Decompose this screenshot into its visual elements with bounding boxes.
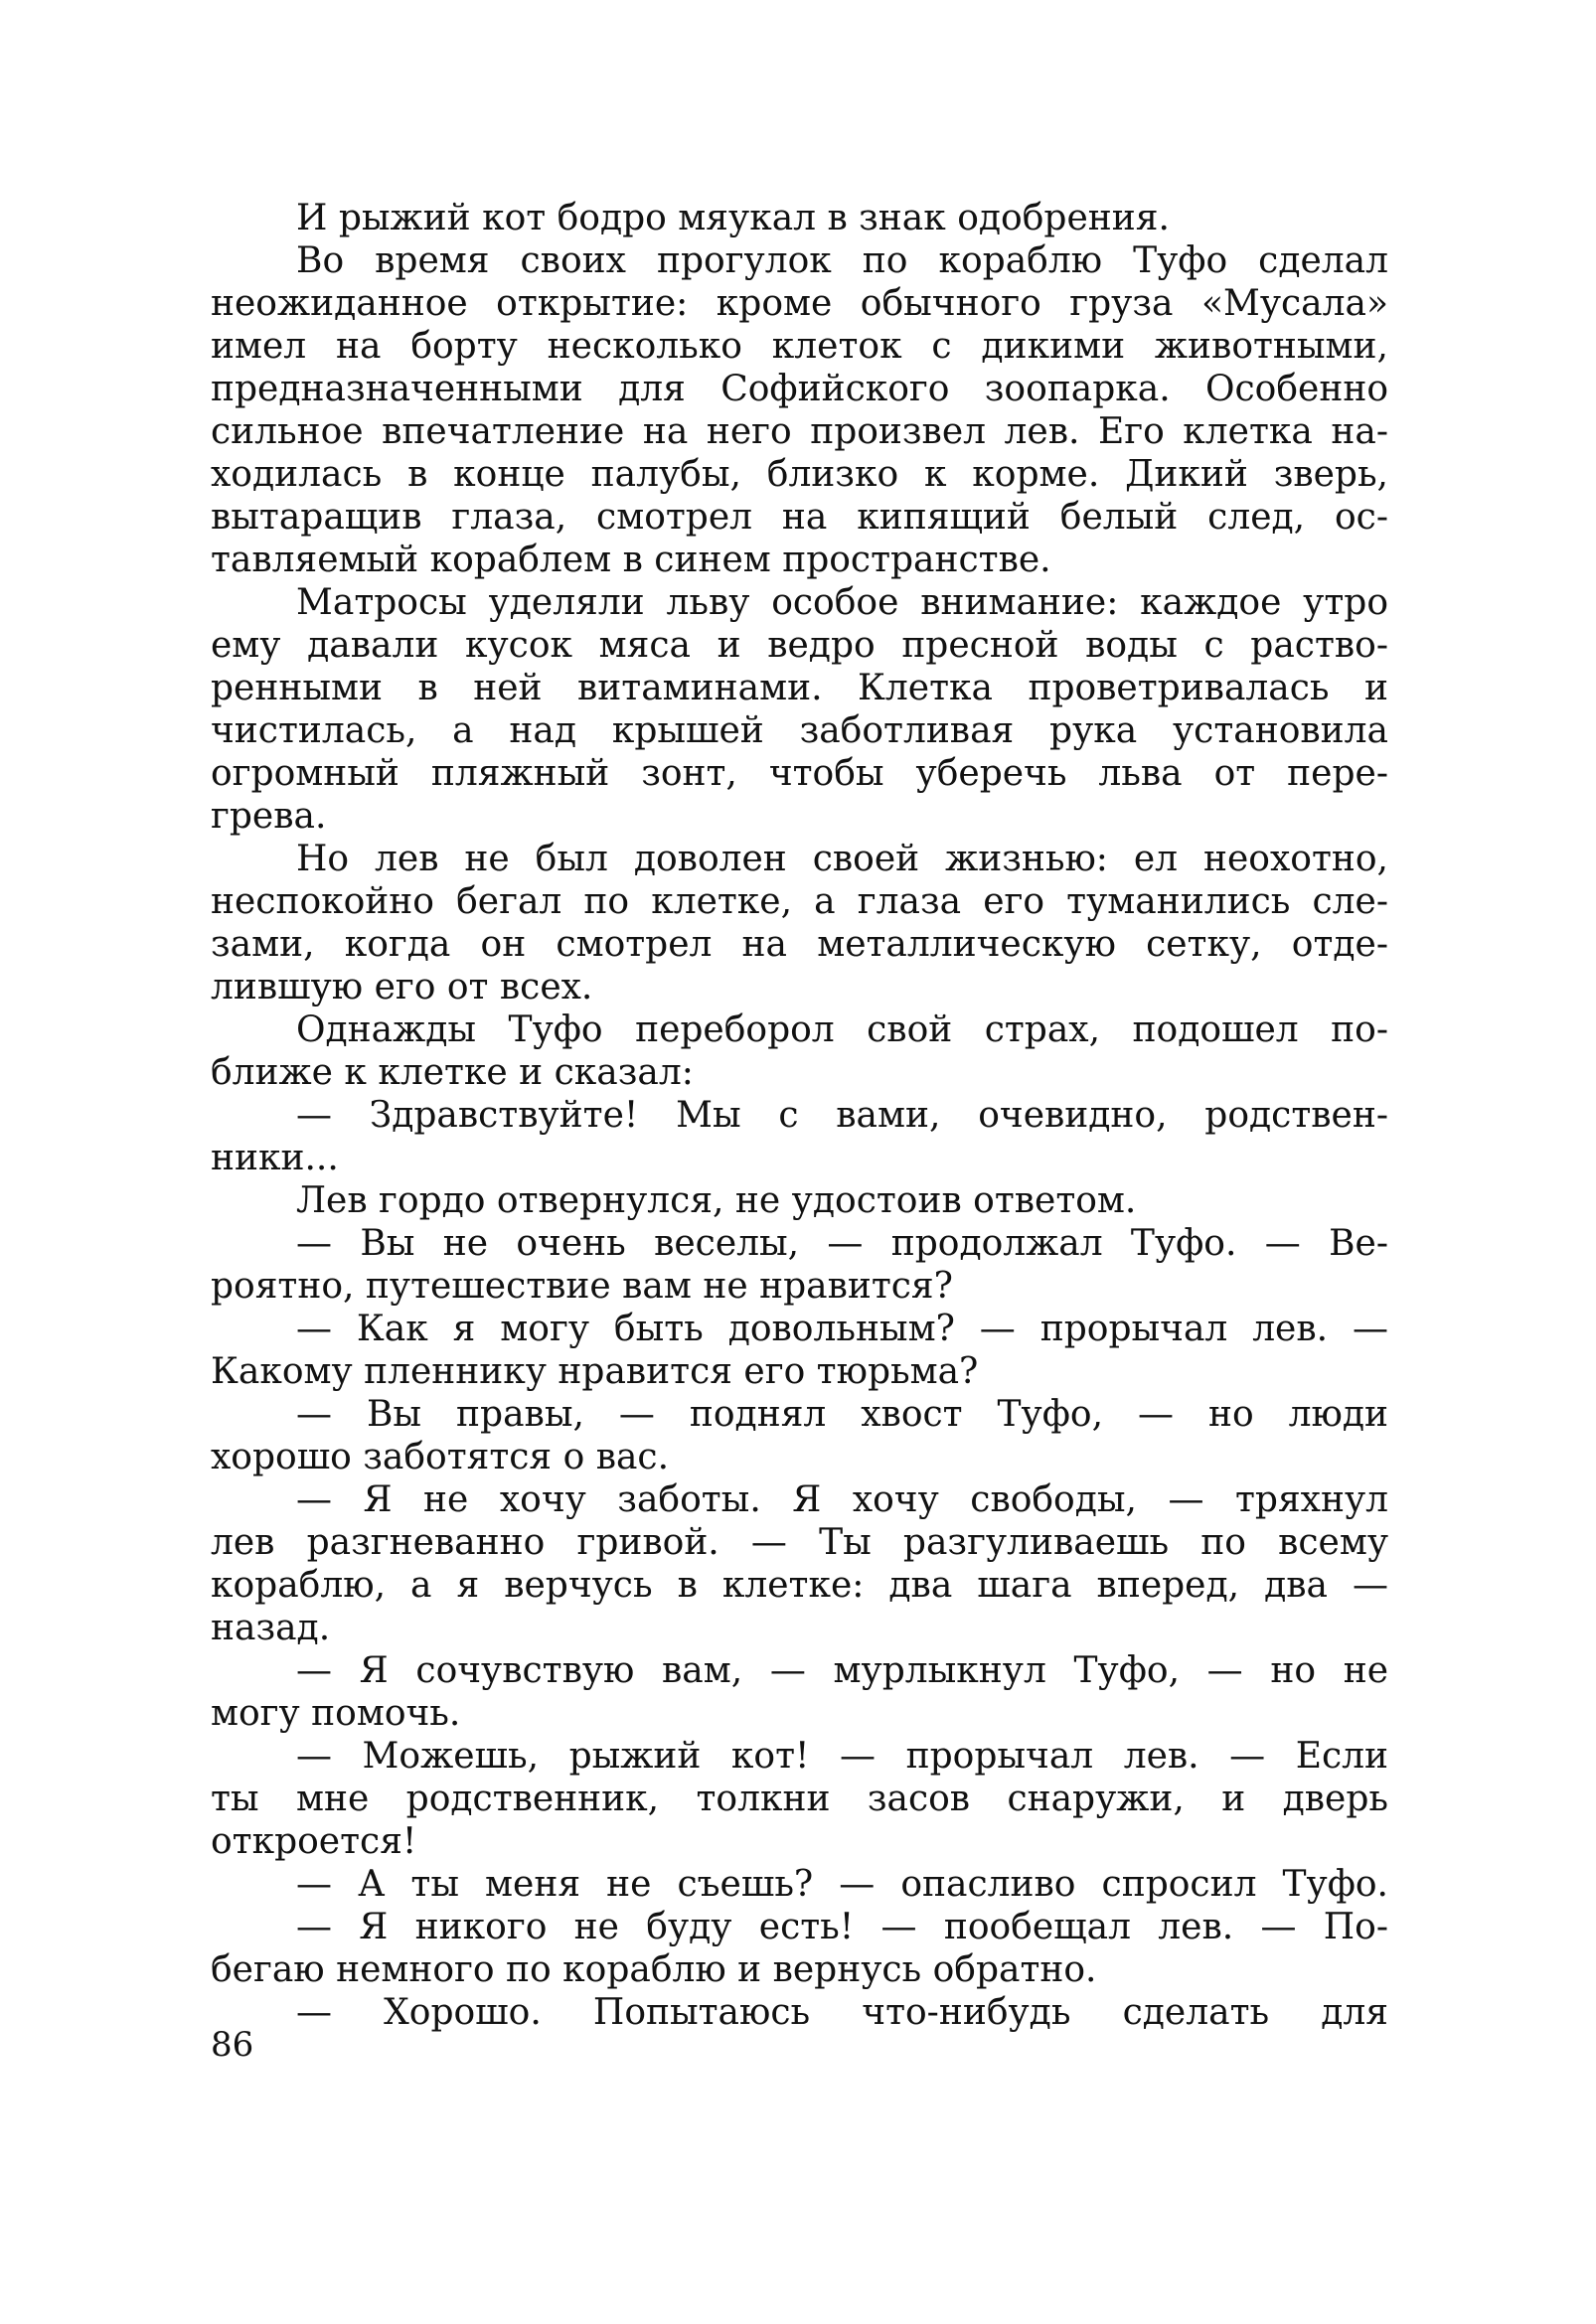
text-line: — Можешь, рыжий кот! — прорычал лев. — Если: [296, 1736, 1388, 1777]
text-line: — Я сочувствую вам, — мурлыкнул Туфо, — но не: [296, 1650, 1388, 1691]
text-line: — Я никого не буду есть! — пообещал лев. — По-: [296, 1907, 1388, 1947]
text-line: ники...: [211, 1138, 339, 1178]
text-line: тавляемый кораблем в синем пространстве.: [211, 540, 1051, 580]
text-line: зами, когда он смотрел на металлическую сетку, отде-: [211, 924, 1388, 965]
text-line: сильное впечатление на него произвел лев. Его клетка на-: [211, 411, 1388, 452]
body-text: [211, 197, 1388, 2034]
text-line: — Как я могу быть довольным? — прорычал лев. —: [296, 1309, 1388, 1349]
text-line: лев разгневанно гривой. — Ты разгуливаешь по всему: [211, 1522, 1388, 1563]
text-line: вытаращив глаза, смотрел на кипящий белый след, ос-: [211, 497, 1388, 538]
text-line: предназначенными для Софийского зоопарка. Особенно: [211, 369, 1388, 409]
text-line: Но лев не был доволен своей жизнью: ел неохотно,: [296, 839, 1388, 879]
text-line: грева.: [211, 796, 327, 837]
text-line: кораблю, а я верчусь в клетке: два шага вперед, два —: [211, 1565, 1388, 1606]
text-line: Лев гордо отвернулся, не удостоив ответом.: [296, 1180, 1137, 1221]
text-line: неспокойно бегал по клетке, а глаза его туманились сле-: [211, 881, 1388, 922]
text-line: огромный пляжный зонт, чтобы уберечь льва от пере-: [211, 753, 1388, 794]
text-line: — А ты меня не съешь? — опасливо спросил Туфо.: [296, 1864, 1388, 1905]
text-line: имел на борту несколько клеток с дикими животными,: [211, 326, 1388, 367]
text-line: бегаю немного по кораблю и вернусь обратно.: [211, 1949, 1097, 1990]
page-number: 86: [211, 2025, 254, 2065]
text-line: ты мне родственник, толкни засов снаружи, и дверь: [211, 1779, 1388, 1819]
text-line: лившую его от всех.: [211, 967, 593, 1007]
text-line: откроется!: [211, 1821, 417, 1862]
text-line: — Здравствуйте! Мы с вами, очевидно, родствен-: [296, 1095, 1388, 1136]
text-line: — Вы правы, — поднял хвост Туфо, — но люди: [296, 1394, 1388, 1435]
text-line: хорошо заботятся о вас.: [211, 1437, 670, 1477]
text-line: Матросы уделяли льву особое внимание: каждое утро: [296, 582, 1388, 623]
text-line: неожиданное открытие: кроме обычного груза «Мусала»: [211, 283, 1388, 324]
text-line: назад.: [211, 1608, 331, 1648]
text-line: роятно, путешествие вам не нравится?: [211, 1266, 953, 1307]
text-line: — Вы не очень веселы, — продолжал Туфо. — Ве-: [296, 1223, 1388, 1264]
text-line: ему давали кусок мяса и ведро пресной воды с раство-: [211, 625, 1388, 666]
text-line: могу помочь.: [211, 1693, 461, 1734]
text-line: И рыжий кот бодро мяукал в знак одобрения.: [296, 198, 1170, 238]
text-line: — Я не хочу заботы. Я хочу свободы, — тряхнул: [296, 1479, 1388, 1520]
text-line: Во время своих прогулок по кораблю Туфо сделал: [296, 240, 1388, 281]
text-line: ренными в ней витаминами. Клетка проветривалась и: [211, 668, 1388, 708]
text-line: Однажды Туфо переборол свой страх, подошел по-: [296, 1009, 1388, 1050]
text-line: чистилась, а над крышей заботливая рука установила: [211, 710, 1388, 751]
text-line: ходилась в конце палубы, близко к корме. Дикий зверь,: [211, 454, 1388, 495]
text-line: — Хорошо. Попытаюсь что-нибудь сделать для: [296, 1992, 1388, 2033]
text-line: Какому пленнику нравится его тюрьма?: [211, 1351, 979, 1392]
text-line: ближе к клетке и сказал:: [211, 1052, 694, 1093]
